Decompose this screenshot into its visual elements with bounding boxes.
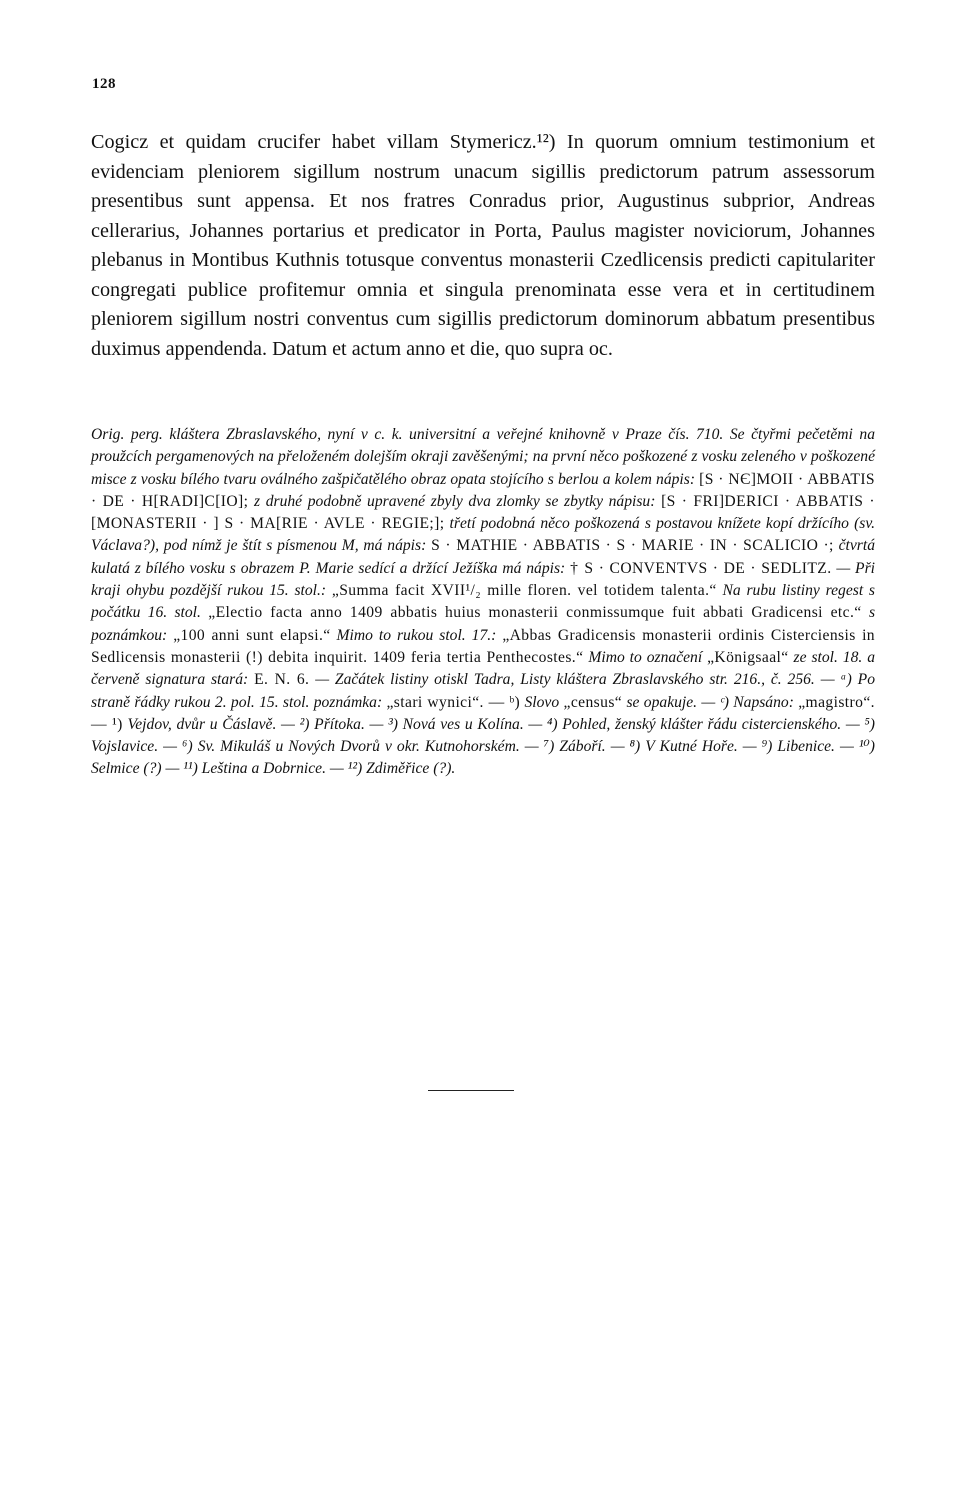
seal-legend: [S · FRI]DERICI · ABBATIS · [MONASTERII · ] S · MA[RIE · AVLE · REGIE;];	[91, 492, 875, 533]
seal-legend: [S · NЄ]MOII · ABBATIS · DE · H[RADI]C[IO];	[91, 470, 875, 510]
note-segment: se opakuje. — ᶜ) Napsáno:	[626, 693, 794, 711]
quoted-text: „Electio facta anno 1409 abbatis huius monasterii conmissumque fuit abbati Gradicensi etc.“	[208, 604, 862, 622]
note-segment: ze stol. 18. a červeně signatura stará:	[91, 648, 876, 689]
quoted-text: „Summa facit XVII¹/₂ mille floren. vel totidem talenta.“	[331, 582, 717, 600]
seal-legend: S · MATHIE · ABBATIS · S · MARIE · IN · SCALICIO ·;	[431, 537, 834, 555]
signature-mark: E. N. 6.	[254, 671, 310, 689]
note-segment: Na rubu listiny regest s počátku 16. stol.	[91, 582, 876, 622]
quoted-text: „Königsaal“	[707, 648, 789, 666]
note-segment: třetí podobná něco poškozená s postavou knížete kopí držícího (sv. Václava?), pod nímž je štít s písmenou M, má nápis:	[91, 515, 876, 555]
note-segment: čtvrtá kulatá z bílého vosku s obrazem P. Marie sedící a držící Ježíška má nápis:	[91, 537, 875, 577]
note-segment: — Při kraji ohybu pozdější rukou 15. stol.:	[91, 559, 875, 600]
note-segment: s poznámkou:	[91, 604, 876, 644]
note-segment: Orig. perg. kláštera Zbraslavského, nyní v c. k. universitní a veřejné knihovně v Praze čís. 710. Se čtyřmi pečetěmi na proužcích pergamenových na přeloženém dolejším okraji zavěšenými; na první něco poškozené z vosku zeleného v poškozené misce z vosku bílého tvaru oválného zašpičatělého obraz opata stojícího s berlou a kolem nápis:	[91, 426, 875, 488]
seal-legend: † S · CONVENTVS · DE · SEDLITZ.	[570, 559, 832, 577]
note-segment: z druhé podobně upravené zbyly dva zlomky se zbytky nápisu:	[254, 492, 656, 510]
quoted-text: „stari wynici“. — ᵇ)	[386, 693, 521, 711]
quoted-text: „census“	[563, 693, 623, 711]
quoted-text: „100 anni sunt elapsi.“	[173, 626, 331, 644]
note-segment: Mimo to označení	[588, 648, 703, 666]
main-text: Cogicz et quidam crucifer habet villam Stymericz.¹²) In quorum omnium testimonium et evidenciam pleniorem sigillum nostrum unacum sigillis predictorum patrum assessorum presentibus sunt appensa. Et nos fratres Conradus prior, Augustinus subprior, Andreas cellerarius, Johannes portarius et predicator in Porta, Paulus magister noviciorum, Johannes plebanus in Montibus Kuthnis totusque conventus monasterii Czedlicensis predicti capitulariter congregati publice profitemur omnia et singula prenominata esse vera et in certitudinem pleniorem sigillum nostri conventus cum sigillis predictorum dominorum abbatum presentibus duximus appendenda. Datum et actum anno et die, quo supra oc.	[91, 131, 875, 360]
quoted-text: „magistro“. — ¹)	[91, 693, 875, 733]
editorial-notes	[91, 424, 875, 781]
note-segment: — Začátek listiny otiskl Tadra, Listy kláštera Zbraslavského str. 216., č. 256. — ᵃ) Po straně řádky rukou 2. pol. 15. stol. poznámka:	[91, 671, 876, 711]
end-rule	[428, 1090, 514, 1091]
note-segment: Vejdov, dvůr u Čáslavě. — ²) Přítoka. — ³) Nová ves u Kolína. — ⁴) Pohled, ženský klášter řádu cistercienského. — ⁵) Vojslavice. — ⁶) Sv. Mikuláš u Nových Dvorů v okr. Kutnohorském. — ⁷) Záboří. — ⁸) V Kutné Hoře. — ⁹) Libenice. — ¹⁰) Selmice (?) — ¹¹) Leština a Dobrnice. — ¹²) Zdiměřice (?).	[91, 715, 876, 778]
quoted-text: „Abbas Gradicensis monasterii ordinis Cisterciensis in Sedlicensis monasterii (!) debita inquirit. 1409 feria tertia Penthecostes.“	[91, 626, 875, 666]
note-segment: Mimo to rukou stol. 17.:	[336, 626, 497, 644]
note-segment: Slovo	[524, 693, 560, 711]
page-number: 128	[92, 76, 116, 92]
